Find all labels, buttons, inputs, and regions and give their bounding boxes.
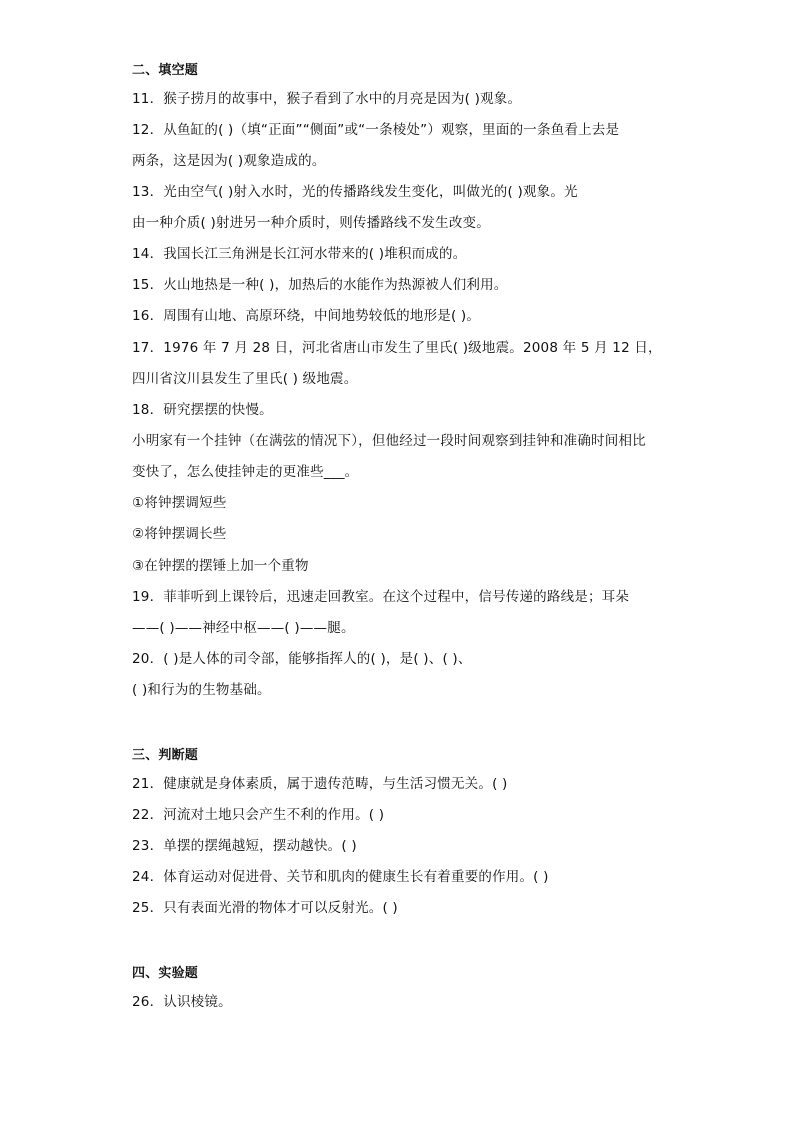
section-heading-experiment: 四、实验题 — [132, 966, 199, 981]
question-20: 20．( )是人体的司令部，能够指挥人的( )，是( )、( )、 — [132, 651, 472, 667]
question-18-option-3: ③在钟摆的摆锤上加一个重物 — [132, 558, 309, 574]
question-19: 19．菲菲听到上课铃后，迅速走回教室。在这个过程中，信号传递的路线是；耳朵 — [132, 589, 630, 605]
question-13: 13．光由空气( )射入水时，光的传播路线发生变化，叫做光的( )观象。光 — [132, 184, 578, 200]
question-20-cont: ( )和行为的生物基础。 — [132, 682, 271, 698]
question-17-cont: 四川省汶川县发生了里氏( ) 级地震。 — [132, 371, 358, 387]
question-19-cont: ——( )——神经中枢——( )——腿。 — [132, 620, 355, 636]
question-21: 21．健康就是身体素质，属于遗传范畴，与生活习惯无关。( ) — [132, 776, 508, 792]
question-24: 24．体育运动对促进骨、关节和肌肉的健康生长有着重要的作用。( ) — [132, 869, 549, 885]
question-13-cont: 由一种介质( )射进另一种介质时，则传播路线不发生改变。 — [132, 215, 490, 231]
question-18-option-2: ②将钟摆调长些 — [132, 526, 227, 542]
question-23: 23．单摆的摆绳越短，摆动越快。( ) — [132, 838, 357, 854]
question-18: 18．研究摆摆的快慢。 — [132, 402, 273, 418]
question-12: 12．从鱼缸的( )（填“正面”“侧面”或“一条棱处”）观察，里面的一条鱼看上去是 — [132, 122, 620, 138]
question-25: 25．只有表面光滑的物体才可以反射光。( ) — [132, 900, 398, 916]
question-18-option-1: ①将钟摆调短些 — [132, 495, 227, 511]
question-22: 22．河流对土地只会产生不利的作用。( ) — [132, 807, 385, 823]
section-heading-true-false: 三、判断题 — [132, 748, 199, 763]
question-18-text-cont: 变快了，怎么使挂钟走的更准些___。 — [132, 464, 359, 480]
question-11: 11．猴子捞月的故事中，猴子看到了水中的月亮是因为( )观象。 — [132, 91, 522, 107]
question-14: 14．我国长江三角洲是长江河水带来的( )堆积而成的。 — [132, 246, 467, 262]
section-heading-fill-blank: 二、填空题 — [132, 63, 199, 78]
question-26: 26．认识棱镜。 — [132, 994, 232, 1010]
question-16: 16．周围有山地、高原环绕，中间地势较低的地形是( )。 — [132, 308, 481, 324]
question-17: 17．1976 年 7 月 28 日，河北省唐山市发生了里氏( )级地震。2008 年 5 月 12 日， — [132, 340, 662, 356]
question-15: 15．火山地热是一种( )，加热后的水能作为热源被人们利用。 — [132, 277, 508, 293]
question-18-text: 小明家有一个挂钟（在满弦的情况下），但他经过一段时间观察到挂钟和准确时间相比 — [132, 433, 646, 449]
question-12-cont: 两条，这是因为( )观象造成的。 — [132, 153, 326, 169]
